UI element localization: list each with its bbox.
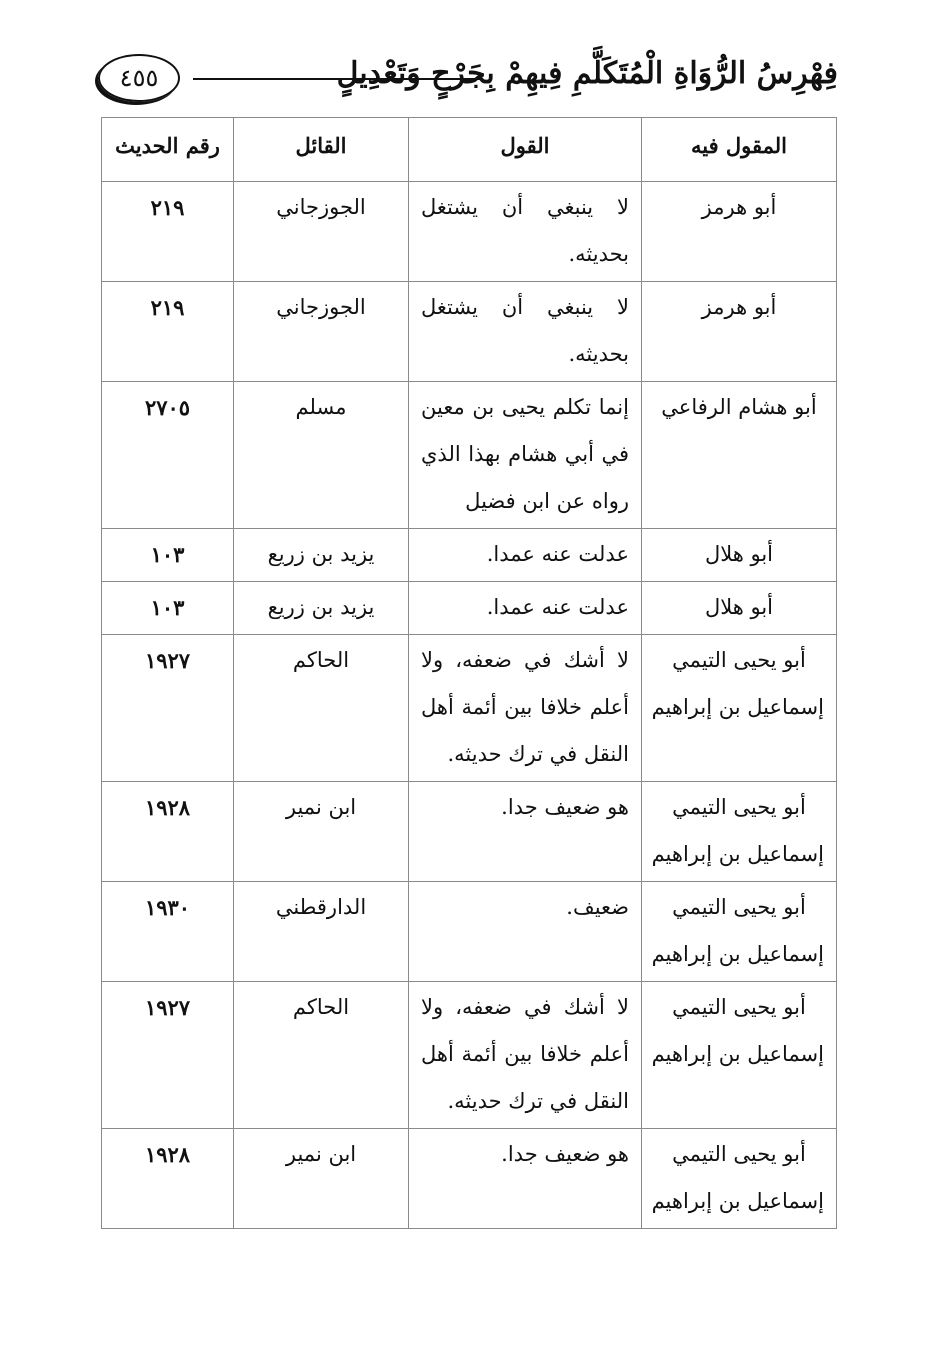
cell-statement: لا أشك في ضعفه، ولا أعلم خلافا بين أئمة أهل النقل في ترك حديثه.	[409, 982, 642, 1129]
cell-subject	[642, 529, 837, 582]
cell-hadith-number: ١٩٢٨	[102, 1129, 234, 1229]
header-rule	[193, 78, 483, 80]
cell-statement: إنما تكلم يحيى بن معين في أبي هشام بهذا الذي رواه عن ابن فضيل	[409, 382, 642, 529]
table-row	[102, 529, 837, 582]
header-hadith-number: رقم الحديث	[102, 118, 234, 182]
subject-name: أبو يحيى التيمي	[672, 1142, 806, 1166]
cell-hadith-number: ١٠٣	[102, 582, 234, 635]
subject-name: أبو هرمز	[701, 295, 777, 319]
header-speaker: القائل	[234, 118, 409, 182]
subject-name: أبو هلال	[704, 542, 774, 566]
subject-name: إسماعيل بن إبراهيم	[651, 842, 824, 866]
cell-statement: عدلت عنه عمدا.	[409, 529, 642, 582]
cell-hadith-number: ١٩٢٧	[102, 982, 234, 1129]
cell-hadith-number: ١٩٣٠	[102, 882, 234, 982]
subject-name: أبو يحيى التيمي	[672, 895, 806, 919]
cell-subject	[642, 782, 837, 882]
cell-subject	[642, 982, 837, 1129]
table-row	[102, 882, 837, 982]
subject-name: أبو يحيى التيمي	[672, 995, 806, 1019]
cell-hadith-number: ٢١٩	[102, 182, 234, 282]
cell-subject	[642, 282, 837, 382]
table-row	[102, 582, 837, 635]
header-subject: المقول فيه	[642, 118, 837, 182]
table-row	[102, 282, 837, 382]
cell-statement: لا ينبغي أن يشتغل بحديثه.	[409, 182, 642, 282]
page-header	[98, 48, 838, 110]
subject-name: أبو يحيى التيمي	[672, 795, 806, 819]
subject-name: إسماعيل بن إبراهيم	[651, 695, 824, 719]
cell-statement: هو ضعيف جدا.	[409, 1129, 642, 1229]
cell-statement: ضعيف.	[409, 882, 642, 982]
cell-speaker: ابن نمير	[234, 782, 409, 882]
cell-speaker: الجوزجاني	[234, 182, 409, 282]
subject-name: إسماعيل بن إبراهيم	[651, 1042, 824, 1066]
cell-speaker: ابن نمير	[234, 1129, 409, 1229]
subject-name: إسماعيل بن إبراهيم	[651, 1189, 824, 1213]
cell-hadith-number: ٢١٩	[102, 282, 234, 382]
subject-name: أبو هرمز	[701, 195, 777, 219]
cell-speaker: يزيد بن زريع	[234, 582, 409, 635]
cell-subject	[642, 882, 837, 982]
table-row	[102, 635, 837, 782]
cell-hadith-number: ١٩٢٧	[102, 635, 234, 782]
cell-hadith-number: ١٠٣	[102, 529, 234, 582]
subject-name: إسماعيل بن إبراهيم	[651, 942, 824, 966]
running-title: فِهْرِسُ الرُّوَاةِ الْمُتَكَلَّمِ فِيهِمْ بِجَرْحٍ وَتَعْدِيلٍ	[336, 56, 838, 91]
header-statement: القول	[409, 118, 642, 182]
cell-subject	[642, 382, 837, 529]
table-row	[102, 1129, 837, 1229]
subject-name: أبو هشام الرفاعي	[661, 395, 817, 419]
cell-speaker: الحاكم	[234, 635, 409, 782]
subject-name: أبو هلال	[704, 595, 774, 619]
cell-hadith-number: ١٩٢٨	[102, 782, 234, 882]
cell-speaker: مسلم	[234, 382, 409, 529]
narrators-index-table	[101, 117, 837, 1229]
cell-speaker: يزيد بن زريع	[234, 529, 409, 582]
table-row	[102, 182, 837, 282]
cell-subject	[642, 1129, 837, 1229]
cell-speaker: الجوزجاني	[234, 282, 409, 382]
cell-statement: عدلت عنه عمدا.	[409, 582, 642, 635]
cell-statement: لا أشك في ضعفه، ولا أعلم خلافا بين أئمة أهل النقل في ترك حديثه.	[409, 635, 642, 782]
cell-statement: هو ضعيف جدا.	[409, 782, 642, 882]
cell-subject	[642, 182, 837, 282]
table-body	[102, 182, 837, 1229]
cell-speaker: الدارقطني	[234, 882, 409, 982]
cell-speaker: الحاكم	[234, 982, 409, 1129]
table-row	[102, 782, 837, 882]
subject-name: أبو يحيى التيمي	[672, 648, 806, 672]
page-number-badge	[98, 54, 180, 102]
table-row	[102, 982, 837, 1129]
cell-hadith-number: ٢٧٠٥	[102, 382, 234, 529]
cell-statement: لا ينبغي أن يشتغل بحديثه.	[409, 282, 642, 382]
cell-subject	[642, 635, 837, 782]
cell-subject	[642, 582, 837, 635]
table-header-row	[102, 118, 837, 182]
page-number: ٤٥٥	[119, 64, 159, 92]
table-row	[102, 382, 837, 529]
